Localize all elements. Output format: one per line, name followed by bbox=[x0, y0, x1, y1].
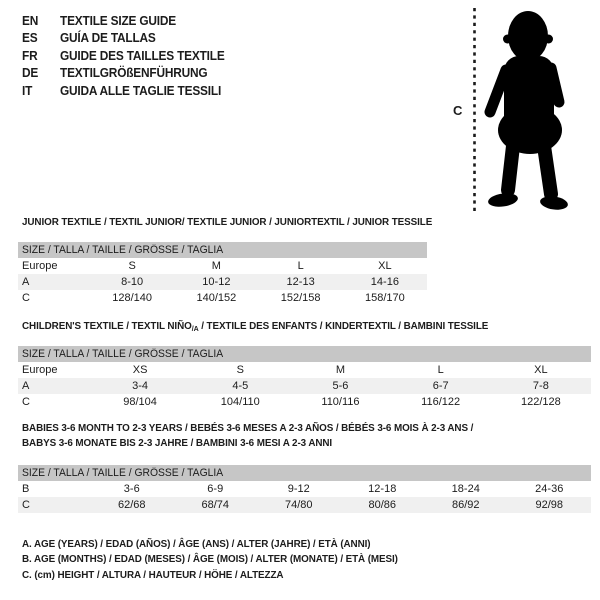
heading-line-1: BABIES 3-6 MONTH TO 2-3 YEARS / BEBÉS 3-6 MESES A 2-3 AÑOS / BÉBÉS 3-6 MOIS À 2-3 ANS / bbox=[22, 422, 474, 434]
value-cell: 3-4 bbox=[132, 380, 149, 392]
size-header-label: SIZE / TALLA / TAILLE / GRÖSSE / TAGLIA bbox=[22, 244, 224, 256]
value-cell: L bbox=[437, 364, 444, 376]
value-cell: M bbox=[211, 260, 221, 272]
value-cell: XL bbox=[378, 260, 392, 272]
language-code: FR bbox=[22, 48, 38, 63]
value-cell: 62/68 bbox=[117, 499, 146, 511]
size-header-label: SIZE / TALLA / TAILLE / GRÖSSE / TAGLIA bbox=[22, 348, 224, 360]
language-title-list bbox=[22, 13, 235, 100]
footnote-age-months: B. AGE (MONTHS) / EDAD (MESES) / ÂGE (MOIS) / ALTER (MONATE) / ETÀ (MESI) bbox=[22, 553, 398, 566]
size-header-bar bbox=[18, 465, 591, 481]
junior-section-heading: JUNIOR TEXTILE / TEXTIL JUNIOR/ TEXTILE JUNIOR / JUNIORTEXTIL / JUNIOR TESSILE bbox=[22, 216, 433, 228]
junior-table bbox=[18, 258, 427, 306]
value-cell: L bbox=[297, 260, 304, 272]
value-cell: 7-8 bbox=[532, 380, 549, 392]
row-label-cell: A bbox=[22, 276, 30, 288]
value-cell: 3-6 bbox=[123, 483, 140, 495]
footnote-height-cm: C. (cm) HEIGHT / ALTURA / HAUTEUR / HÖHE / ALTEZZA bbox=[22, 568, 284, 581]
value-cell: S bbox=[128, 260, 136, 272]
size-header-bar bbox=[18, 346, 591, 362]
value-cell: 92/98 bbox=[535, 499, 564, 511]
heading-text: / TEXTILE DES ENFANTS / KINDERTEXTIL / BAMBINI TESSILE bbox=[198, 320, 489, 332]
children-table bbox=[18, 362, 591, 410]
value-cell: 74/80 bbox=[284, 499, 313, 511]
value-cell: 4-5 bbox=[232, 380, 249, 392]
value-cell: 128/140 bbox=[112, 292, 152, 304]
row-label-cell: Europe bbox=[22, 260, 58, 272]
table-row bbox=[18, 378, 591, 394]
value-cell: 14-16 bbox=[370, 276, 399, 288]
height-measure-label: C bbox=[453, 103, 463, 118]
language-code: IT bbox=[22, 83, 33, 98]
footnote-legend bbox=[22, 537, 422, 583]
toddler-silhouette-icon bbox=[487, 11, 569, 211]
table-row bbox=[18, 258, 427, 274]
value-cell: 10-12 bbox=[202, 276, 231, 288]
guide-title: TEXTILE SIZE GUIDE bbox=[60, 14, 177, 28]
value-cell: 86/92 bbox=[451, 499, 480, 511]
value-cell: XS bbox=[132, 364, 148, 376]
row-label-cell: C bbox=[22, 292, 30, 304]
value-cell: 18-24 bbox=[451, 483, 480, 495]
table-row bbox=[18, 290, 427, 306]
value-cell: XL bbox=[534, 364, 548, 376]
size-header-bar bbox=[18, 242, 427, 258]
value-cell: 9-12 bbox=[287, 483, 310, 495]
value-cell: 12-18 bbox=[368, 483, 397, 495]
footnote-age-years: A. AGE (YEARS) / EDAD (AÑOS) / ÂGE (ANS) / ALTER (JAHRE) / ETÀ (ANNI) bbox=[22, 538, 371, 550]
table-row bbox=[18, 497, 591, 513]
value-cell: 158/170 bbox=[364, 292, 405, 304]
babies-table bbox=[18, 481, 591, 513]
junior-size-table bbox=[18, 242, 427, 306]
language-row-es bbox=[22, 30, 225, 47]
row-label-cell: B bbox=[22, 483, 30, 495]
table-row bbox=[18, 394, 591, 410]
language-row-it bbox=[22, 83, 225, 100]
value-cell: M bbox=[335, 364, 346, 376]
language-row-en bbox=[22, 13, 225, 30]
value-cell: 24-36 bbox=[535, 483, 564, 495]
value-cell: S bbox=[236, 364, 244, 376]
value-cell: 122/128 bbox=[520, 396, 561, 408]
babies-size-table bbox=[18, 465, 591, 513]
guide-title: GUIDE DES TAILLES TEXTILE bbox=[60, 48, 225, 63]
babies-section-heading bbox=[22, 421, 473, 450]
size-header-label: SIZE / TALLA / TAILLE / GRÖSSE / TAGLIA bbox=[22, 467, 224, 479]
value-cell: 104/110 bbox=[220, 396, 260, 408]
row-label-cell: A bbox=[22, 380, 30, 392]
language-row-fr bbox=[22, 48, 225, 65]
heading-line-2: BABYS 3-6 MONATE BIS 2-3 JAHRE / BAMBINI 3-6 MESI A 2-3 ANNI bbox=[22, 436, 333, 449]
child-height-figure bbox=[470, 6, 580, 220]
guide-title: GUÍA DE TALLAS bbox=[60, 31, 156, 46]
row-label-cell: C bbox=[22, 499, 30, 511]
heading-text: CHILDREN'S TEXTILE / TEXTIL NIÑO bbox=[22, 320, 192, 332]
value-cell: 6-9 bbox=[207, 483, 224, 495]
guide-title: GUIDA ALLE TAGLIE TESSILI bbox=[60, 83, 222, 98]
table-row bbox=[18, 274, 427, 290]
table-row bbox=[18, 481, 591, 497]
value-cell: 140/152 bbox=[196, 292, 237, 304]
value-cell: 8-10 bbox=[121, 276, 144, 288]
value-cell: 116/122 bbox=[421, 396, 461, 408]
table-row bbox=[18, 362, 591, 378]
value-cell: 152/158 bbox=[280, 292, 321, 304]
heading-subscript: /A bbox=[191, 324, 199, 333]
value-cell: 98/104 bbox=[123, 396, 157, 408]
row-label-cell: C bbox=[22, 396, 30, 408]
value-cell: 12-13 bbox=[286, 276, 315, 288]
row-label-cell: Europe bbox=[22, 364, 58, 376]
value-cell: 110/116 bbox=[321, 396, 360, 408]
value-cell: 80/86 bbox=[368, 499, 397, 511]
value-cell: 68/74 bbox=[201, 499, 230, 511]
language-code: DE bbox=[22, 66, 39, 81]
language-row-de bbox=[22, 65, 225, 82]
guide-title: TEXTILGRÖßENFÜHRUNG bbox=[60, 66, 208, 81]
children-size-table bbox=[18, 346, 591, 410]
value-cell: 6-7 bbox=[432, 380, 449, 392]
language-code: EN bbox=[22, 14, 39, 28]
value-cell: 5-6 bbox=[332, 380, 349, 392]
language-code: ES bbox=[22, 31, 38, 46]
children-section-heading bbox=[22, 320, 488, 332]
